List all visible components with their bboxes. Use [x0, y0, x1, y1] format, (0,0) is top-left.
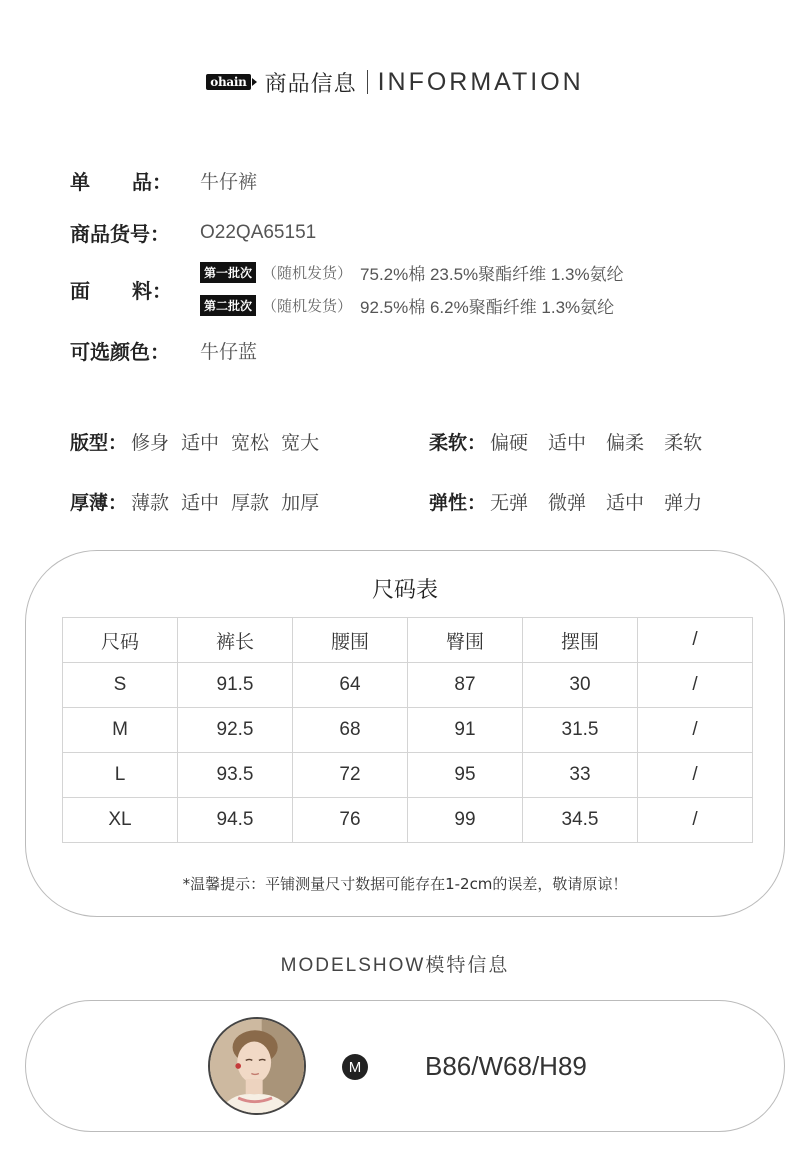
- model-portrait-image: [210, 1019, 304, 1113]
- table-cell: 87: [408, 663, 523, 708]
- attr-option: 无弹: [490, 492, 529, 514]
- info-fabric-label: [70, 275, 172, 304]
- table-row: [63, 663, 753, 708]
- size-col-header: 摆围: [523, 618, 638, 663]
- attr-softness-label: 柔软：: [429, 432, 487, 454]
- size-col-header: /: [638, 618, 753, 663]
- fabric-batch-2: [200, 293, 624, 318]
- info-sku-label: 商品货号：: [70, 222, 170, 246]
- table-cell: 92.5: [178, 708, 293, 753]
- size-col-header: 腰围: [293, 618, 408, 663]
- info-color-value: 牛仔蓝: [200, 342, 258, 363]
- table-cell: 93.5: [178, 753, 293, 798]
- batch-tag: 第二批次: [200, 295, 256, 316]
- header-title-en: INFORMATION: [377, 67, 584, 96]
- batch-note: （随机发货）: [262, 264, 353, 282]
- table-cell: 30: [523, 663, 638, 708]
- attr-option: 偏硬: [490, 432, 529, 454]
- attr-elasticity-label: 弹性：: [429, 492, 487, 514]
- table-cell: 34.5: [523, 798, 638, 843]
- batch-composition: 75.2%棉 23.5%聚酯纤维 1.3%氨纶: [360, 265, 624, 284]
- header-title-cn: 商品信息: [264, 71, 357, 97]
- table-cell: S: [63, 663, 178, 708]
- info-item-label-a: 单: [70, 170, 90, 194]
- attr-thickness: [70, 488, 331, 515]
- table-cell: L: [63, 753, 178, 798]
- table-cell: /: [638, 663, 753, 708]
- attr-fit-label: 版型：: [70, 432, 128, 454]
- size-col-header: 尺码: [63, 618, 178, 663]
- info-item-row: [70, 166, 257, 195]
- header-divider: [367, 70, 368, 94]
- fabric-batch-1: [200, 260, 624, 285]
- model-measurements: B86/W68/H89: [425, 1051, 587, 1081]
- attr-fit: [70, 428, 331, 455]
- table-cell: M: [63, 708, 178, 753]
- table-cell: 99: [408, 798, 523, 843]
- attr-option-selected: 适中: [548, 428, 586, 455]
- table-cell: 31.5: [523, 708, 638, 753]
- section-header: [0, 62, 790, 102]
- table-cell: XL: [63, 798, 178, 843]
- attr-option: 偏柔: [606, 432, 645, 454]
- table-cell: 33: [523, 753, 638, 798]
- size-table: [62, 617, 753, 843]
- model-section-title: MODELSHOW模特信息: [280, 955, 510, 976]
- table-cell: 72: [293, 753, 408, 798]
- batch-note: （随机发货）: [262, 297, 353, 315]
- attr-option: 厚款: [231, 492, 270, 514]
- size-col-header: 裤长: [178, 618, 293, 663]
- size-table-header: [63, 618, 753, 663]
- table-cell: 91.5: [178, 663, 293, 708]
- attr-thickness-label: 厚薄：: [70, 492, 128, 514]
- table-row: [63, 753, 753, 798]
- info-sku-row: [70, 218, 316, 247]
- attr-option: 弹力: [664, 492, 703, 514]
- attr-option: 宽松: [231, 432, 270, 454]
- table-cell: 95: [408, 753, 523, 798]
- brand-logo-text: ohain: [206, 74, 250, 90]
- attr-option: 修身: [131, 432, 170, 454]
- table-cell: 76: [293, 798, 408, 843]
- info-fabric-label-a: 面: [70, 278, 90, 303]
- attr-option: 薄款: [131, 492, 170, 514]
- play-arrow-icon: [252, 78, 257, 86]
- table-row: [63, 798, 753, 843]
- info-item-label-b: 品：: [132, 170, 172, 194]
- table-cell: 91: [408, 708, 523, 753]
- table-cell: 64: [293, 663, 408, 708]
- table-cell: /: [638, 798, 753, 843]
- size-chart-title: 尺码表: [371, 578, 438, 603]
- brand-logo: [206, 74, 256, 90]
- table-cell: 94.5: [178, 798, 293, 843]
- info-color-row: [70, 336, 257, 365]
- info-item-value: 牛仔裤: [200, 172, 258, 193]
- table-row: [63, 708, 753, 753]
- table-cell: /: [638, 708, 753, 753]
- attr-option-selected: 适中: [181, 488, 219, 515]
- attr-option: 微弹: [548, 492, 587, 514]
- size-chart-note: *温馨提示：平铺测量尺寸数据可能存在1-2cm的误差，敬请原谅！: [182, 875, 628, 893]
- info-sku-value: O22QA65151: [200, 221, 317, 243]
- model-size-badge: M: [342, 1054, 368, 1080]
- attr-softness: [429, 428, 714, 455]
- attr-option: 柔软: [664, 432, 703, 454]
- batch-composition: 92.5%棉 6.2%聚酯纤维 1.3%氨纶: [360, 298, 615, 317]
- info-fabric-label-b: 料：: [132, 278, 172, 303]
- attr-elasticity: [429, 488, 714, 515]
- size-chart-panel: [25, 550, 785, 917]
- attr-option: 宽大: [281, 432, 320, 454]
- fabric-list: [200, 260, 624, 318]
- model-info-panel: [25, 1000, 785, 1132]
- attr-option-selected: 适中: [606, 488, 644, 515]
- info-color-label: 可选颜色：: [70, 340, 170, 364]
- info-item-label: [70, 166, 172, 195]
- attr-option-selected: 适中: [181, 428, 219, 455]
- attr-option: 加厚: [281, 492, 320, 514]
- size-col-header: 臀围: [408, 618, 523, 663]
- info-fabric-row: [70, 260, 624, 318]
- model-avatar: [208, 1017, 306, 1115]
- table-cell: 68: [293, 708, 408, 753]
- batch-tag: 第一批次: [200, 262, 256, 283]
- table-cell: /: [638, 753, 753, 798]
